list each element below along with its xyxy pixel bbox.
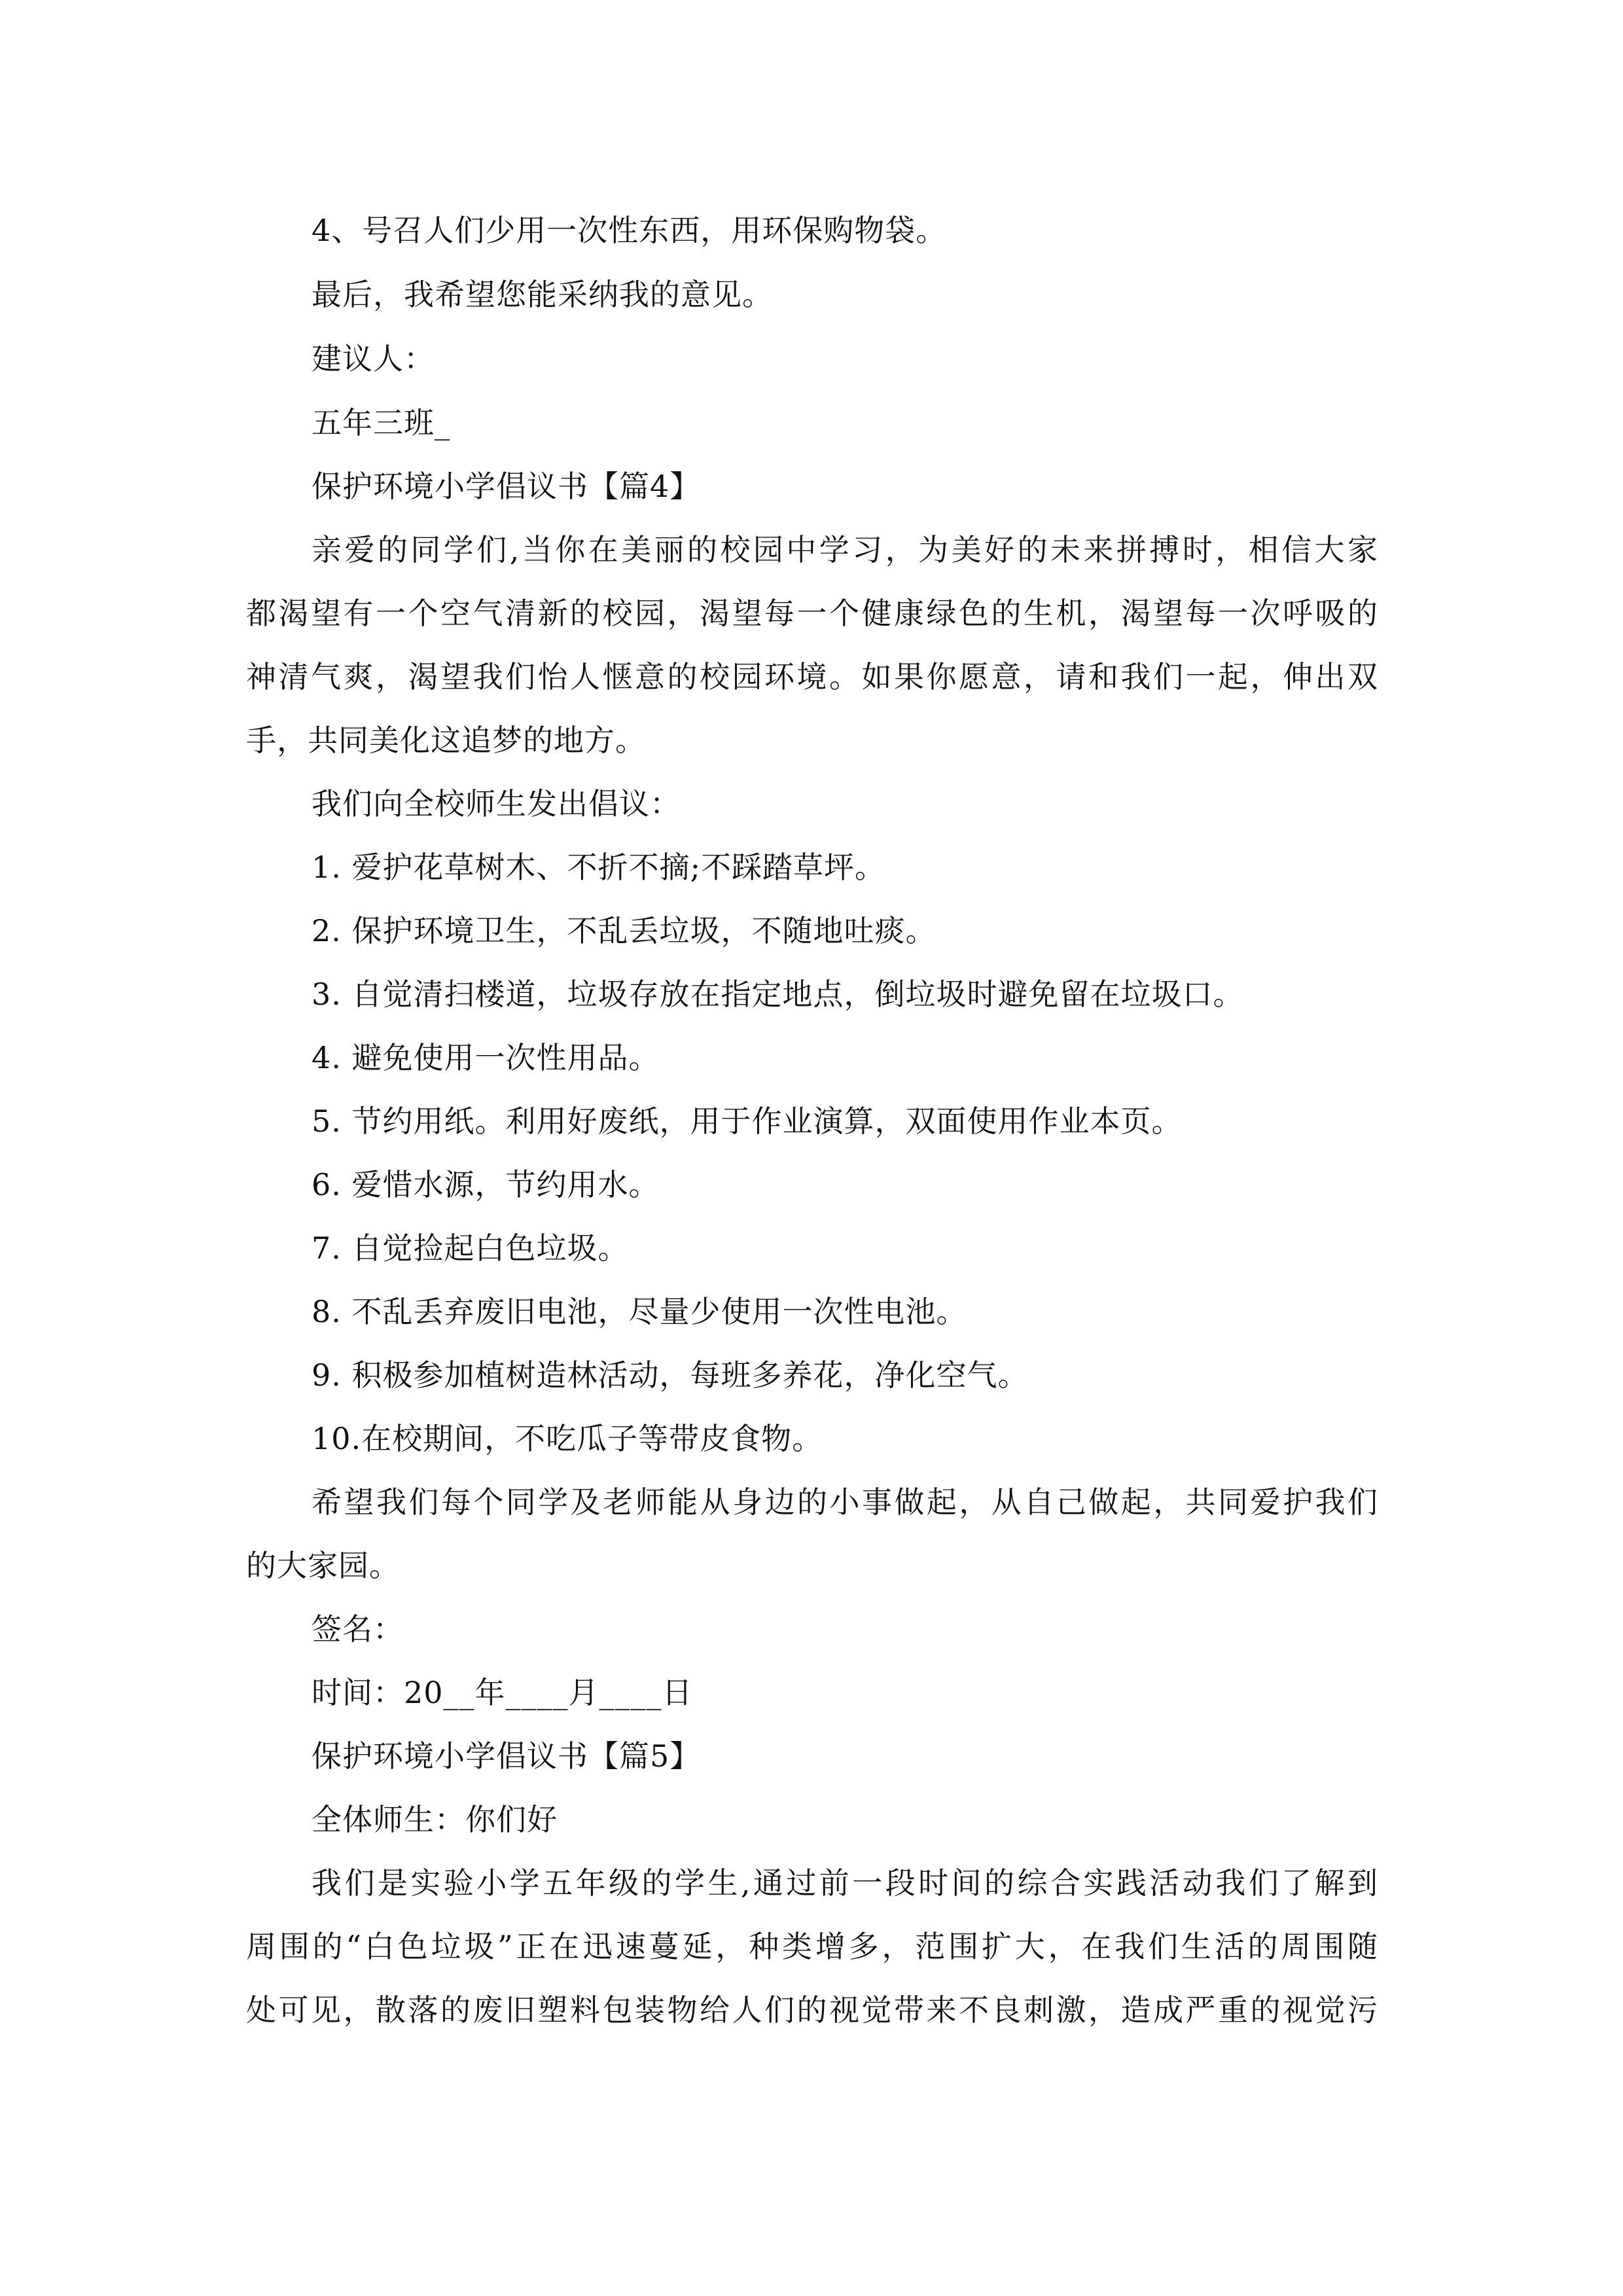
signature-label: 签名： (312, 1611, 404, 1647)
paragraph-hope-line-2: 的大家园。 (246, 1548, 400, 1583)
list-item: 9. 积极参加植树造林活动，每班多养花，净化空气。 (312, 1357, 1029, 1393)
list-item: 4. 避免使用一次性用品。 (312, 1040, 660, 1075)
paragraph-hope-line-1: 希望我们每个同学及老师能从身边的小事做起，从自己做起，共同爱护我们 (312, 1484, 1378, 1520)
date-line: 时间：20__年____月____日 (312, 1675, 693, 1710)
paragraph-closing: 最后，我希望您能采纳我的意见。 (312, 277, 773, 312)
list-item: 8. 不乱丢弃废旧电池，尽量少使用一次性电池。 (312, 1294, 967, 1329)
paragraph-body-line-1: 我们是实验小学五年级的学生,通过前一段时间的综合实践活动我们了解到 (312, 1865, 1378, 1901)
paragraph-proposer: 建议人： (312, 341, 435, 376)
paragraph-intro-line-2: 都渴望有一个空气清新的校园，渴望每一个健康绿色的生机，渴望每一次呼吸的 (246, 596, 1378, 631)
list-item: 1. 爱护花草树木、不折不摘;不踩踏草坪。 (312, 850, 886, 885)
list-item: 5. 节约用纸。利用好废纸，用于作业演算，双面使用作业本页。 (312, 1103, 1183, 1139)
paragraph-body-line-3: 处可见，散落的废旧塑料包装物给人们的视觉带来不良刺激，造成严重的视觉污 (246, 1992, 1378, 2028)
paragraph-body-line-2: 周围的“白色垃圾”正在迅速蔓延，种类增多，范围扩大，在我们生活的周围随 (246, 1929, 1378, 1964)
greeting: 全体师生：你们好 (312, 1802, 558, 1837)
paragraph-intro-line-1: 亲爱的同学们,当你在美丽的校园中学习，为美好的未来拼搏时，相信大家 (312, 532, 1378, 567)
list-item: 10.在校期间，不吃瓜子等带皮食物。 (312, 1421, 823, 1456)
paragraph-intro-line-3: 神清气爽，渴望我们怡人惬意的校园环境。如果你愿意，请和我们一起，伸出双 (246, 659, 1378, 694)
section-title-5: 保护环境小学倡议书【篇5】 (312, 1738, 701, 1774)
list-item: 6. 爱惜水源，节约用水。 (312, 1167, 660, 1202)
paragraph-call: 我们向全校师生发出倡议： (312, 786, 681, 821)
list-item: 3. 自觉清扫楼道，垃圾存放在指定地点，倒垃圾时避免留在垃圾口。 (312, 977, 1244, 1012)
list-item: 2. 保护环境卫生，不乱丢垃圾，不随地吐痰。 (312, 913, 936, 948)
section-title-4: 保护环境小学倡议书【篇4】 (312, 469, 701, 504)
paragraph-class: 五年三班_ (312, 405, 450, 440)
paragraph-intro-line-4: 手，共同美化这追梦的地方。 (246, 723, 646, 758)
list-item: 7. 自觉捡起白色垃圾。 (312, 1230, 629, 1266)
paragraph-item4-prev: 4、号召人们少用一次性东西，用环保购物袋。 (312, 213, 947, 248)
